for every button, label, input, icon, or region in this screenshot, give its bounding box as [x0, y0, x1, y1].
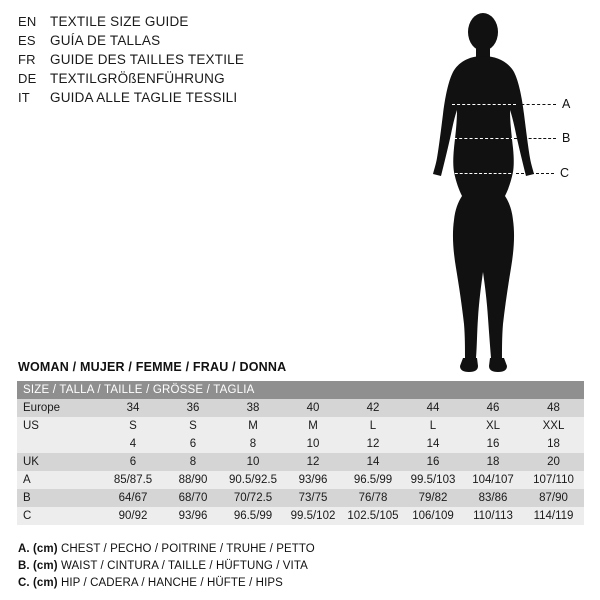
- language-row-it: [18, 90, 318, 109]
- cell: 38: [223, 399, 283, 417]
- cell: 8: [163, 453, 223, 471]
- cell: 16: [463, 435, 523, 453]
- cell: 102.5/105: [343, 507, 403, 525]
- cell: 42: [343, 399, 403, 417]
- marker-letter-c: C: [560, 166, 570, 180]
- row-label-c: C: [17, 507, 103, 525]
- language-row-es: [18, 33, 318, 52]
- marker-dashline-a: [452, 104, 516, 105]
- cell: L: [403, 417, 463, 435]
- cell: 90/92: [103, 507, 163, 525]
- cell: 12: [283, 453, 343, 471]
- cell: 90.5/92.5: [223, 471, 283, 489]
- cell: 104/107: [463, 471, 523, 489]
- language-code-de: DE: [18, 71, 37, 86]
- cell: 85/87.5: [103, 471, 163, 489]
- legend-key-b: B. (cm): [18, 560, 58, 572]
- cell: 64/67: [103, 489, 163, 507]
- language-title-it: GUIDA ALLE TAGLIE TESSILI: [50, 90, 238, 105]
- marker-dashline-c: [450, 173, 516, 174]
- row-label-us-numeric: [17, 435, 103, 453]
- language-header-block: [18, 14, 318, 109]
- legend-text-a: CHEST / PECHO / POITRINE / TRUHE / PETTO: [60, 543, 315, 555]
- measurement-legend: [18, 541, 578, 592]
- table-row: [17, 399, 584, 417]
- cell: L: [343, 417, 403, 435]
- language-title-es: GUÍA DE TALLAS: [50, 33, 161, 48]
- marker-dashline-c-outer: [516, 173, 554, 174]
- marker-dashline-b-outer: [514, 138, 556, 139]
- cell: 12: [343, 435, 403, 453]
- table-header-row: [17, 381, 584, 399]
- cell: 48: [523, 399, 584, 417]
- cell: 40: [283, 399, 343, 417]
- language-row-en: [18, 14, 318, 33]
- cell: 88/90: [163, 471, 223, 489]
- table-row: [17, 417, 584, 435]
- language-code-it: IT: [18, 90, 30, 105]
- cell: 76/78: [343, 489, 403, 507]
- language-title-en: TEXTILE SIZE GUIDE: [50, 14, 189, 29]
- cell: XXL: [523, 417, 584, 435]
- legend-line-b: [18, 558, 578, 575]
- size-table-wrapper: [17, 381, 584, 525]
- body-silhouette-icon: [380, 6, 600, 376]
- row-label-uk: UK: [17, 453, 103, 471]
- legend-key-c: C. (cm): [18, 577, 58, 589]
- cell: 93/96: [163, 507, 223, 525]
- female-body-figure: [380, 6, 600, 376]
- legend-text-c: HIP / CADERA / HANCHE / HÜFTE / HIPS: [60, 577, 283, 589]
- table-row: [17, 435, 584, 453]
- cell: 99.5/102: [283, 507, 343, 525]
- table-row: [17, 471, 584, 489]
- language-title-fr: GUIDE DES TAILLES TEXTILE: [50, 52, 245, 67]
- cell: 46: [463, 399, 523, 417]
- cell: 4: [103, 435, 163, 453]
- cell: 44: [403, 399, 463, 417]
- cell: 18: [463, 453, 523, 471]
- row-label-us: US: [17, 417, 103, 435]
- cell: 93/96: [283, 471, 343, 489]
- table-header-label: SIZE / TALLA / TAILLE / GRÖSSE / TAGLIA: [17, 381, 584, 399]
- marker-row-a: [452, 98, 582, 111]
- language-code-en: EN: [18, 14, 37, 29]
- cell: 73/75: [283, 489, 343, 507]
- cell: S: [163, 417, 223, 435]
- row-label-b: B: [17, 489, 103, 507]
- marker-dashline-b: [454, 138, 514, 139]
- cell: 96.5/99: [343, 471, 403, 489]
- legend-line-c: [18, 575, 578, 592]
- cell: 20: [523, 453, 584, 471]
- marker-dashline-a-outer: [516, 104, 556, 105]
- table-row: [17, 453, 584, 471]
- cell: XL: [463, 417, 523, 435]
- marker-row-c: [450, 167, 582, 180]
- cell: 79/82: [403, 489, 463, 507]
- table-row: [17, 489, 584, 507]
- language-title-de: TEXTILGRÖßENFÜHRUNG: [50, 71, 225, 86]
- table-row: [17, 507, 584, 525]
- language-row-de: [18, 71, 318, 90]
- cell: 114/119: [523, 507, 584, 525]
- cell: 10: [223, 453, 283, 471]
- size-table: [17, 381, 584, 525]
- cell: 107/110: [523, 471, 584, 489]
- cell: 10: [283, 435, 343, 453]
- cell: M: [223, 417, 283, 435]
- section-caption: WOMAN / MUJER / FEMME / FRAU / DONNA: [18, 360, 287, 374]
- cell: 70/72.5: [223, 489, 283, 507]
- marker-letter-a: A: [562, 97, 571, 111]
- cell: 36: [163, 399, 223, 417]
- language-code-es: ES: [18, 33, 36, 48]
- cell: 6: [163, 435, 223, 453]
- cell: 8: [223, 435, 283, 453]
- cell: 68/70: [163, 489, 223, 507]
- row-label-europe: Europe: [17, 399, 103, 417]
- cell: 6: [103, 453, 163, 471]
- cell: 83/86: [463, 489, 523, 507]
- marker-row-b: [454, 132, 582, 145]
- cell: 99.5/103: [403, 471, 463, 489]
- cell: 16: [403, 453, 463, 471]
- cell: 87/90: [523, 489, 584, 507]
- language-row-fr: [18, 52, 318, 71]
- legend-key-a: A. (cm): [18, 543, 58, 555]
- cell: 110/113: [463, 507, 523, 525]
- legend-line-a: [18, 541, 578, 558]
- cell: 34: [103, 399, 163, 417]
- cell: 18: [523, 435, 584, 453]
- cell: 14: [403, 435, 463, 453]
- cell: 14: [343, 453, 403, 471]
- marker-letter-b: B: [562, 131, 571, 145]
- language-code-fr: FR: [18, 52, 36, 67]
- legend-text-b: WAIST / CINTURA / TAILLE / HÜFTUNG / VITA: [60, 560, 308, 572]
- cell: 96.5/99: [223, 507, 283, 525]
- row-label-a: A: [17, 471, 103, 489]
- cell: 106/109: [403, 507, 463, 525]
- cell: M: [283, 417, 343, 435]
- cell: S: [103, 417, 163, 435]
